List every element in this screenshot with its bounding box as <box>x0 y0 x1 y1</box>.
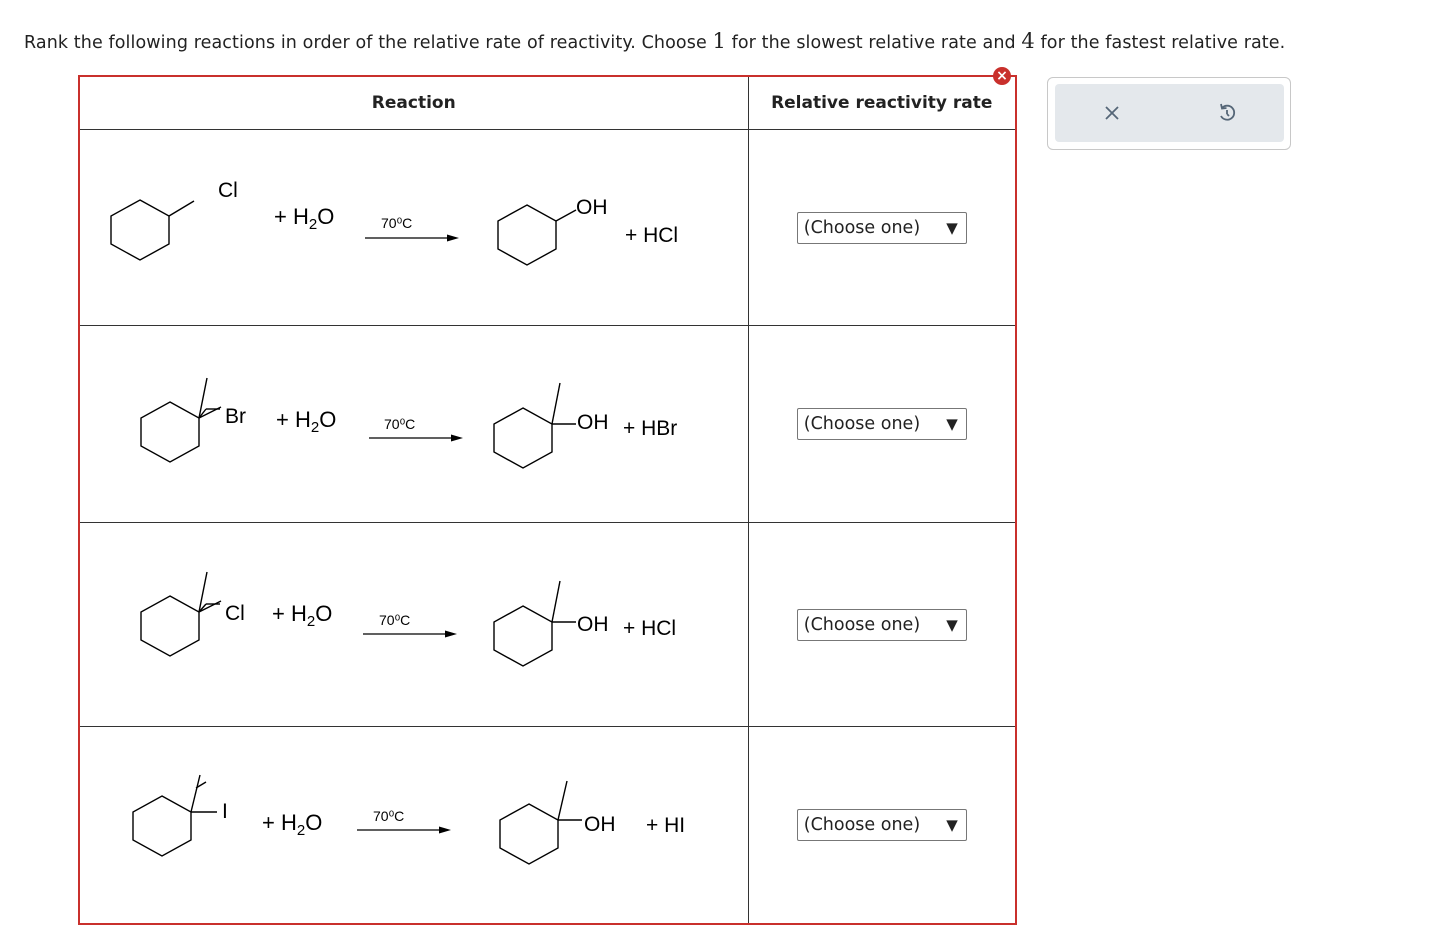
reaction-cell <box>80 727 748 924</box>
dropdown-arrow-icon: ▼ <box>946 615 958 634</box>
ranking-table <box>80 77 1015 923</box>
close-icon <box>1103 104 1121 122</box>
leaving-group: Br <box>225 405 246 428</box>
rate-cell <box>748 326 1015 523</box>
product-hydroxyl: OH <box>584 813 616 836</box>
clear-button[interactable] <box>1095 96 1129 130</box>
product-hydroxyl: OH <box>577 613 609 636</box>
reaction-cell <box>80 130 748 326</box>
arrowhead <box>451 435 463 442</box>
byproduct: + HCl <box>625 224 679 247</box>
byproduct: + HI <box>646 814 686 837</box>
reaction-cell <box>80 326 748 523</box>
reaction-scheme <box>80 326 748 522</box>
reaction-scheme <box>80 727 748 923</box>
product-hydroxyl: OH <box>576 196 608 219</box>
table-row <box>80 523 1015 727</box>
water-reagent: + $H_2O$ <box>262 810 323 839</box>
water-reagent: + $H_2O$ <box>274 204 335 233</box>
product-hydroxyl: OH <box>577 411 609 434</box>
undo-icon <box>1216 102 1238 124</box>
rate-cell <box>748 727 1015 924</box>
rate-select-1[interactable]: (Choose one) ▼ <box>797 212 967 244</box>
dropdown-arrow-icon: ▼ <box>946 816 958 834</box>
rate-select-4[interactable]: (Choose one) ▼ <box>797 809 967 841</box>
reset-button[interactable] <box>1210 96 1244 130</box>
byproduct: + HBr <box>623 417 678 440</box>
dropdown-arrow-icon: ▼ <box>946 218 958 237</box>
arrowhead <box>447 235 459 242</box>
leaving-group: Cl <box>218 179 238 202</box>
reaction-cell <box>80 523 748 727</box>
reaction-scheme <box>80 523 748 726</box>
leaving-group: I <box>222 800 228 823</box>
error-x-icon: × <box>993 67 1011 85</box>
byproduct: + HCl <box>623 617 677 640</box>
condition-label: 70⁰C <box>373 808 405 824</box>
condition-label: 70⁰C <box>379 612 411 628</box>
water-reagent: + $H_2O$ <box>276 407 337 436</box>
arrowhead <box>439 827 451 834</box>
rate-select-3[interactable]: (Choose one) ▼ <box>797 609 967 641</box>
water-reagent: + $H_2O$ <box>272 601 333 630</box>
answer-toolbar <box>1047 77 1291 150</box>
rate-cell <box>748 523 1015 727</box>
toolbar-inner <box>1055 84 1284 142</box>
rate-select-2[interactable]: (Choose one) ▼ <box>797 408 967 440</box>
header-reaction: Reaction <box>80 77 748 130</box>
leaving-group: Cl <box>225 602 245 625</box>
condition-label: 70⁰C <box>384 416 416 432</box>
dropdown-arrow-icon: ▼ <box>946 415 958 433</box>
instructions: Rank the following reactions in order of the relative rate of reactivity. Choose 1 for the slowest relative rate and 4 for the fastest relative rate. <box>24 29 1286 53</box>
reaction-scheme <box>80 130 748 325</box>
arrowhead <box>445 631 457 638</box>
header-rate: Relative reactivity rate <box>748 77 1015 130</box>
table-row <box>80 727 1015 924</box>
table-row <box>80 326 1015 523</box>
table-row <box>80 130 1015 326</box>
condition-label: 70⁰C <box>381 215 413 231</box>
rate-cell <box>748 130 1015 326</box>
